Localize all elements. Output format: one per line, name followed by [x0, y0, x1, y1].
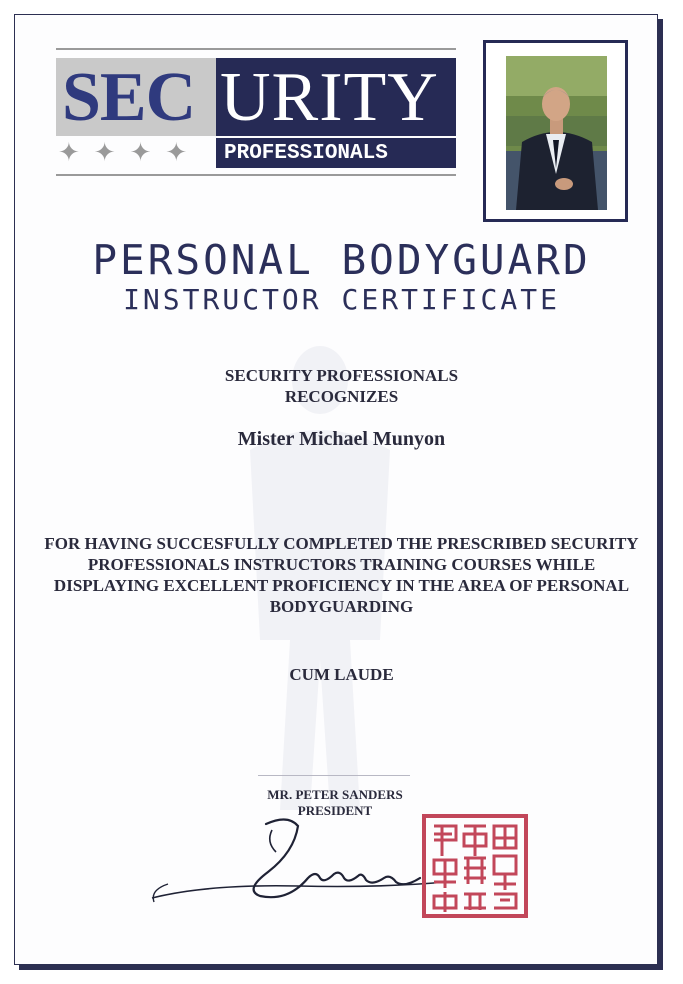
certificate-body: FOR HAVING SUCCESFULLY COMPLETED THE PRESCRIBED SECURITY PROFESSIONALS INSTRUCTORS TRAINING COURSES WHILE DISPLAYING EXCELLENT PROFICIENCY IN THE AREA OF PERSONAL BODYGUARDING — [44, 534, 639, 616]
signature — [148, 812, 448, 912]
photo-frame — [483, 40, 628, 222]
issuing-organization: SECURITY PROFESSIONALS — [224, 366, 459, 385]
logo-word-urity: URITY — [220, 59, 439, 136]
signature-line — [258, 775, 410, 776]
recipient-name: Mister Michael Munyon — [237, 428, 446, 450]
certificate-title: PERSONAL BODYGUARD — [92, 236, 591, 284]
signer-title: PRESIDENT — [297, 803, 373, 818]
logo-subtitle: PROFESSIONALS — [224, 142, 388, 165]
recipient-photo — [506, 56, 607, 210]
recognizes-text: RECOGNIZES — [284, 387, 399, 406]
logo-stars: ✦✦✦✦ — [58, 138, 202, 167]
security-professionals-logo — [56, 48, 456, 178]
certificate-subtitle: INSTRUCTOR CERTIFICATE — [123, 283, 560, 316]
honor-distinction: CUM LAUDE — [289, 665, 394, 684]
logo-rule-bottom — [56, 174, 456, 176]
logo-word-sec: SEC — [62, 59, 196, 136]
signer-name: MR. PETER SANDERS — [267, 787, 403, 802]
logo-rule-top — [56, 48, 456, 50]
seal-stamp — [420, 812, 530, 920]
